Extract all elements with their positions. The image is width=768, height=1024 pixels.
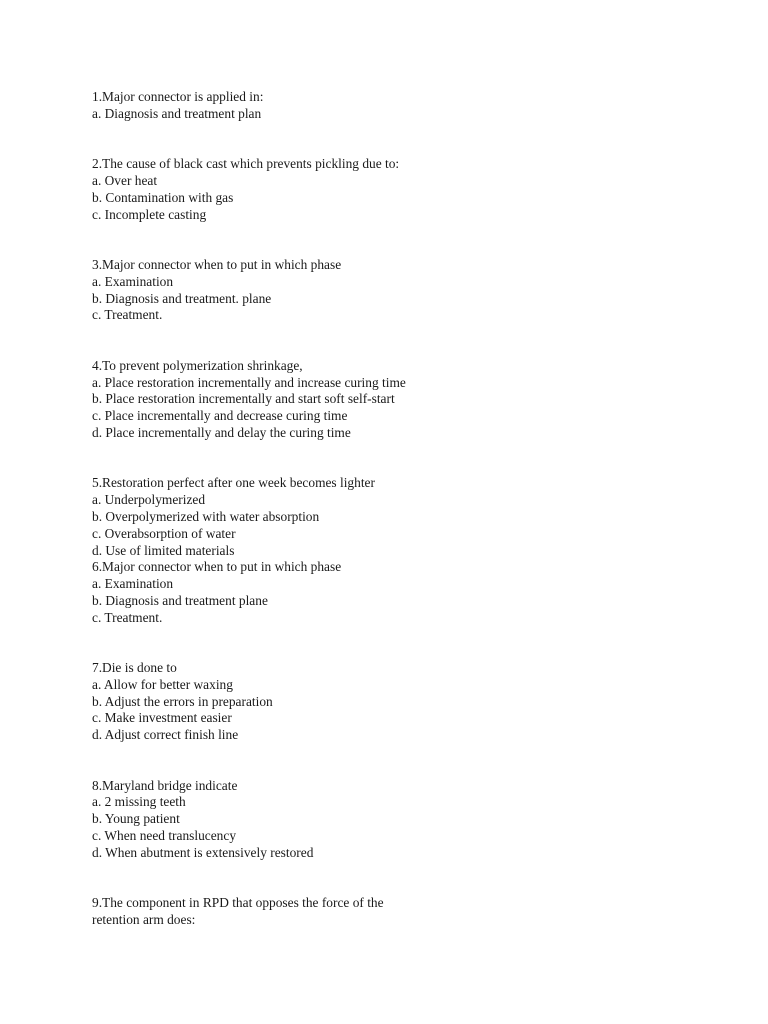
blank-spacer xyxy=(92,324,712,358)
question-text: 3.Major connector when to put in which phase xyxy=(92,256,342,272)
question-text: 5.Restoration perfect after one week becomes lighter xyxy=(92,475,375,491)
answer-option: b. Adjust the errors in preparation xyxy=(92,693,273,709)
answer-option: d. Adjust correct finish line xyxy=(92,727,239,743)
answer-option: c. Incomplete casting xyxy=(92,206,207,222)
answer-option: b. Diagnosis and treatment plane xyxy=(92,592,268,608)
answer-option: b. Contamination with gas xyxy=(92,189,234,205)
blank-spacer xyxy=(92,862,712,896)
answer-option: c. Overabsorption of water xyxy=(92,525,236,541)
blank-spacer xyxy=(92,627,712,661)
question-list xyxy=(92,89,712,929)
answer-option: b. Young patient xyxy=(92,811,180,827)
answer-option: b. Diagnosis and treatment. plane xyxy=(92,290,272,306)
answer-option: c. Treatment. xyxy=(92,609,163,625)
answer-option: b. Place restoration incrementally and start soft self-start xyxy=(92,391,395,407)
answer-option: c. When need translucency xyxy=(92,828,237,844)
answer-option: c. Place incrementally and decrease curing time xyxy=(92,408,348,424)
question-text: 9.The component in RPD that opposes the force of the xyxy=(92,895,384,911)
answer-option: a. Diagnosis and treatment plan xyxy=(92,105,262,121)
blank-spacer xyxy=(92,123,712,157)
answer-option: a. Place restoration incrementally and increase curing time xyxy=(92,374,406,390)
answer-option: a. 2 missing teeth xyxy=(92,794,186,810)
question-text: 2.The cause of black cast which prevents pickling due to: xyxy=(92,156,400,172)
question-text: 4.To prevent polymerization shrinkage, xyxy=(92,357,303,373)
answer-option: b. Overpolymerized with water absorption xyxy=(92,508,320,524)
answer-option: d. Use of limited materials xyxy=(92,542,235,558)
answer-option: d. Place incrementally and delay the curing time xyxy=(92,424,351,440)
answer-option: c. Treatment. xyxy=(92,307,163,323)
answer-option: a. Underpolymerized xyxy=(92,492,206,508)
answer-option: c. Make investment easier xyxy=(92,710,232,726)
question-text: 1.Major connector is applied in: xyxy=(92,89,264,104)
answer-option: a. Examination xyxy=(92,576,174,592)
blank-spacer xyxy=(92,223,712,257)
question-text: 7.Die is done to xyxy=(92,660,177,676)
answer-option: a. Allow for better waxing xyxy=(92,676,233,692)
question-text: 6.Major connector when to put in which phase xyxy=(92,559,342,575)
question-text: retention arm does: xyxy=(92,912,196,928)
blank-spacer xyxy=(92,744,712,778)
answer-option: a. Over heat xyxy=(92,172,158,188)
answer-option: d. When abutment is extensively restored xyxy=(92,844,314,860)
question-text: 8.Maryland bridge indicate xyxy=(92,777,238,793)
answer-option: a. Examination xyxy=(92,273,174,289)
blank-spacer xyxy=(92,442,712,476)
